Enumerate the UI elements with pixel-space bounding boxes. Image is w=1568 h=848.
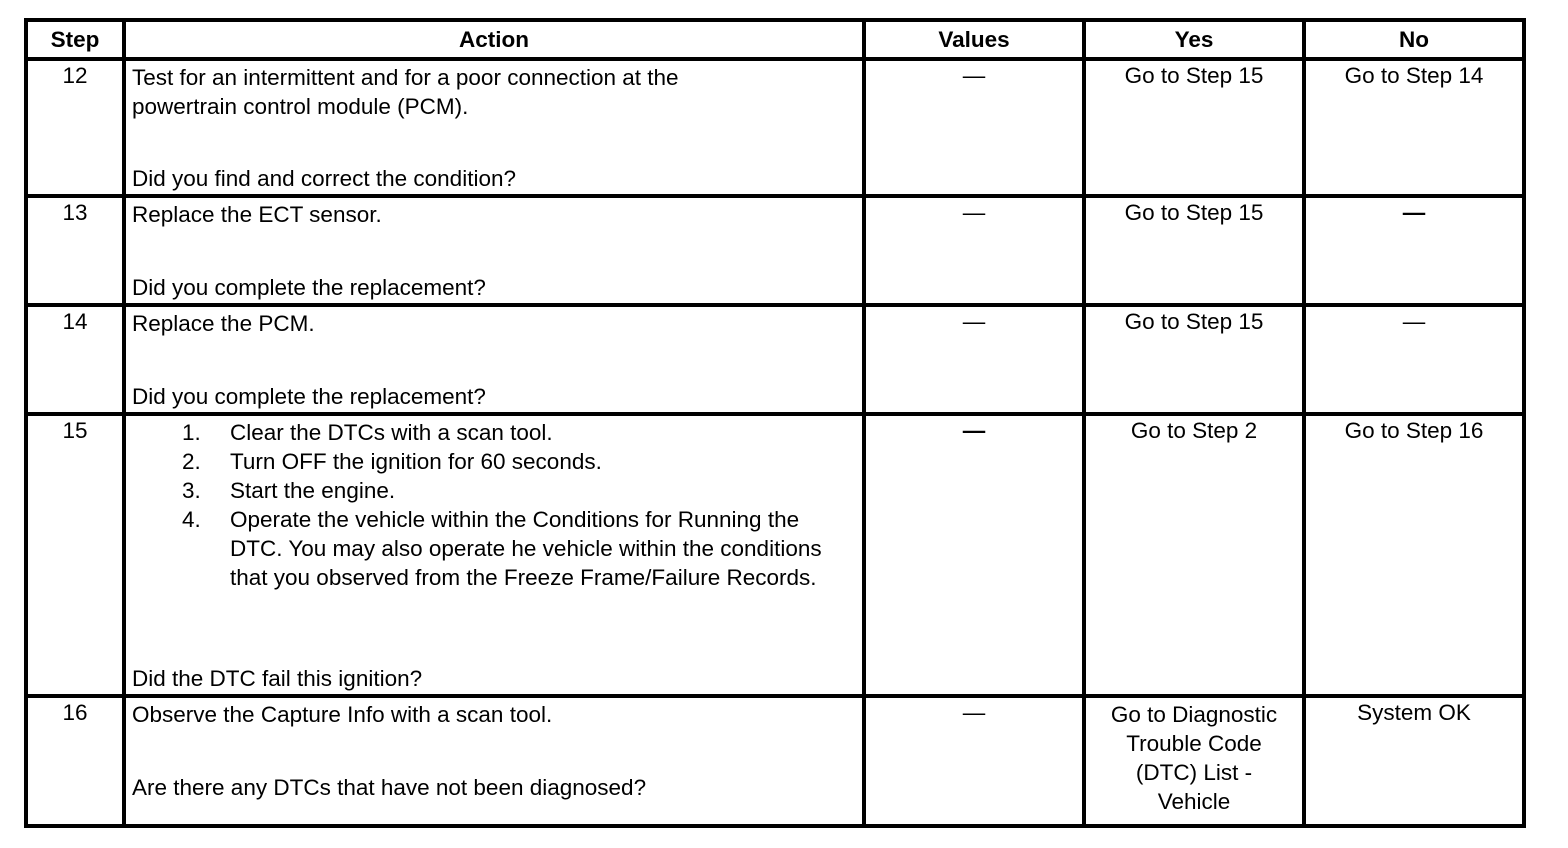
no-cell: — — [1304, 196, 1524, 305]
list-item-number: 3. — [182, 478, 201, 503]
action-text: Observe the Capture Info with a scan tool. — [132, 702, 553, 727]
step-number: 13 — [26, 196, 124, 305]
list-item — [182, 476, 832, 505]
action-cell — [124, 196, 864, 305]
yes-cell: Go to Step 15 — [1084, 196, 1304, 305]
no-cell: Go to Step 16 — [1304, 414, 1524, 696]
action-text: Test for an intermittent and for a poor connection at the powertrain control module (PCM). — [132, 65, 679, 119]
action-cell — [124, 414, 864, 696]
table-row — [26, 696, 1524, 826]
action-cell — [124, 59, 864, 196]
step-number: 12 — [26, 59, 124, 196]
procedure-list — [182, 418, 832, 592]
values-cell — [864, 196, 1084, 305]
values-dash: — — [962, 700, 986, 725]
list-item-number: 2. — [182, 449, 201, 474]
no-cell: Go to Step 14 — [1304, 59, 1524, 196]
yes-cell: Go to Diagnostic Trouble Code (DTC) List - Vehicle — [1084, 696, 1304, 826]
table-row — [26, 59, 1524, 196]
list-item — [182, 418, 832, 447]
yes-cell: Go to Step 2 — [1084, 414, 1304, 696]
header-values: Values — [864, 20, 1084, 59]
values-dash: — — [962, 309, 986, 334]
action-text: Replace the PCM. — [132, 311, 315, 336]
no-cell: — — [1304, 305, 1524, 414]
list-item — [182, 447, 832, 476]
diagnostic-table — [24, 18, 1526, 828]
action-question: Did you find and correct the condition? — [132, 166, 516, 191]
yes-cell: Go to Step 15 — [1084, 305, 1304, 414]
header-action: Action — [124, 20, 864, 59]
header-yes: Yes — [1084, 20, 1304, 59]
values-dash: — — [962, 418, 986, 443]
table-row — [26, 305, 1524, 414]
list-item-text: Start the engine. — [230, 478, 396, 503]
action-cell — [124, 305, 864, 414]
step-number: 15 — [26, 414, 124, 696]
header-row — [26, 20, 1524, 59]
step-number: 16 — [26, 696, 124, 826]
action-cell — [124, 696, 864, 826]
no-cell: System OK — [1304, 696, 1524, 826]
table-row — [26, 196, 1524, 305]
values-dash: — — [962, 200, 986, 225]
values-cell — [864, 696, 1084, 826]
list-item-text: Operate the vehicle within the Conditions for Running the DTC. You may also operate he vehicle within the conditions that you observed from the Freeze Frame/Failure Records. — [230, 507, 822, 590]
list-item — [182, 505, 832, 592]
action-question: Did you complete the replacement? — [132, 384, 486, 409]
header-step: Step — [26, 20, 124, 59]
yes-cell: Go to Step 15 — [1084, 59, 1304, 196]
values-cell — [864, 414, 1084, 696]
values-dash: — — [962, 63, 986, 88]
header-no: No — [1304, 20, 1524, 59]
action-question: Did the DTC fail this ignition? — [132, 666, 423, 691]
table-row — [26, 414, 1524, 696]
step-number: 14 — [26, 305, 124, 414]
list-item-number: 4. — [182, 507, 201, 532]
values-cell — [864, 59, 1084, 196]
action-text: Replace the ECT sensor. — [132, 202, 382, 227]
list-item-number: 1. — [182, 420, 201, 445]
action-question: Did you complete the replacement? — [132, 275, 486, 300]
list-item-text: Clear the DTCs with a scan tool. — [230, 420, 553, 445]
action-question: Are there any DTCs that have not been diagnosed? — [132, 775, 647, 800]
values-cell — [864, 305, 1084, 414]
list-item-text: Turn OFF the ignition for 60 seconds. — [230, 449, 602, 474]
